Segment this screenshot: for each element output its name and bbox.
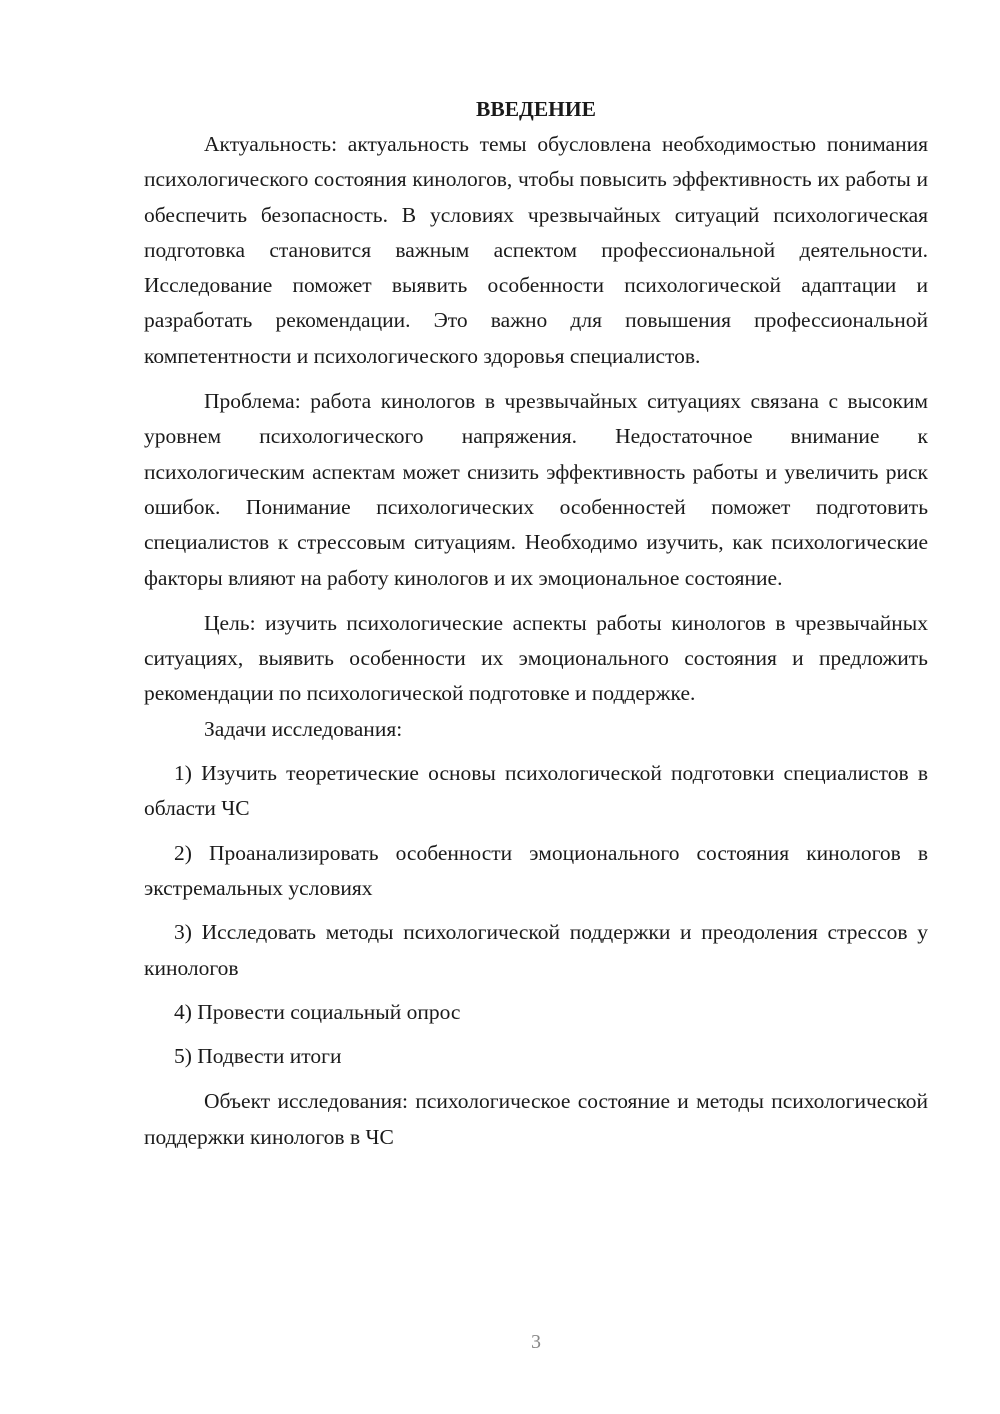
page-content bbox=[144, 92, 928, 1155]
task-item-4: 4) Провести социальный опрос bbox=[174, 999, 461, 1024]
section-heading: ВВЕДЕНИЕ bbox=[476, 97, 596, 121]
paragraph-object: Объект исследования: психологическое состояние и методы психологической поддержки кинологов в ЧС bbox=[144, 1089, 928, 1149]
paragraph-relevance: Актуальность: актуальность темы обусловлена необходимостью понимания психологического состояния кинологов, чтобы повысить эффективность их работы и обеспечить безопасность. В условиях чрезвычайных ситуаций психологическая подготовка становится важным аспектом профессиональной деятельности. Исследование поможет выявить особенности психологической адаптации и разработать рекомендации. Это важно для повышения профессиональной компетентности и психологического здоровья специалистов. bbox=[144, 132, 928, 368]
task-item-2: 2) Проанализировать особенности эмоционального состояния кинологов в экстремальных условиях bbox=[144, 840, 928, 900]
task-item-1: 1) Изучить теоретические основы психологической подготовки специалистов в области ЧС bbox=[144, 761, 928, 821]
tasks-heading: Задачи исследования: bbox=[204, 716, 403, 741]
task-item-5: 5) Подвести итоги bbox=[174, 1044, 342, 1069]
task-item-3: 3) Исследовать методы психологической поддержки и преодоления стрессов у кинологов bbox=[144, 920, 928, 980]
paragraph-problem: Проблема: работа кинологов в чрезвычайных ситуациях связана с высоким уровнем психологического напряжения. Недостаточное внимание к психологическим аспектам может снизить эффективность работы и увеличить риск ошибок. Понимание психологических особенностей поможет подготовить специалистов к стрессовым ситуациям. Необходимо изучить, как психологические факторы влияют на работу кинологов и их эмоциональное состояние. bbox=[144, 389, 928, 590]
paragraph-goal: Цель: изучить психологические аспекты работы кинологов в чрезвычайных ситуациях, выявить особенности их эмоционального состояния и предложить рекомендации по психологической подготовке и поддержке. bbox=[144, 610, 928, 706]
page-number: 3 bbox=[531, 1331, 541, 1353]
